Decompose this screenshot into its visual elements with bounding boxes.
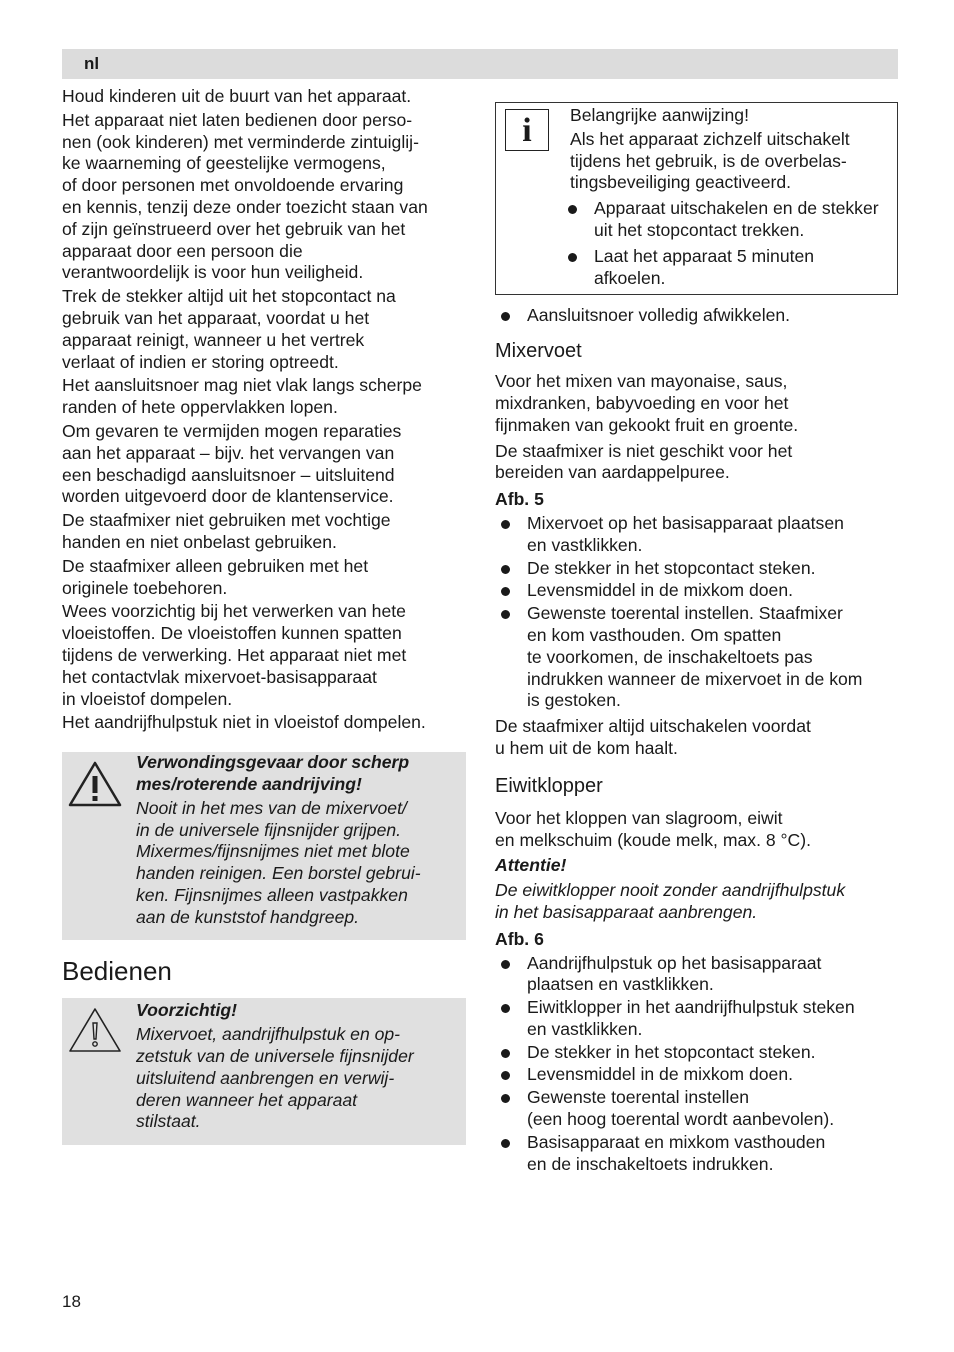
bullet-icon (501, 1139, 510, 1148)
list-item: Eiwitklopper in het aandrijfhulpstuk steken en vastklikken. (495, 997, 898, 1041)
warning-title: Verwondingsgevaar door scherp mes/roterende aandrijving! (136, 752, 410, 794)
list-item: Aandrijfhulpstuk op het basisapparaat plaatsen en vastklikken. (495, 953, 898, 997)
paragraph: Voor het mixen van mayonaise, saus, mixdranken, babyvoeding en voor het fijnmaken van gekookt fruit en groente. (495, 371, 799, 435)
bullet-icon (501, 1049, 510, 1058)
list-item: De stekker in het stopcontact steken. (495, 558, 898, 580)
bullet-icon (501, 1004, 510, 1013)
paragraph: Het apparaat niet laten bedienen door perso- nen (ook kinderen) met verminderde zintuiglij- ke waarneming of geestelijke vermogens, of door personen met onvoldoende ervaring en kennis, tenzij deze onder toezicht staan van of zijn geïnstrueerd over het gebruik van het apparaat door een persoon die verantwoordelijk is voor hun veiligheid. (62, 109, 428, 283)
list-item: Levensmiddel in de mixkom doen. (495, 1064, 898, 1086)
list-item: Gewenste toerental instellen. Staafmixer en kom vasthouden. Om spatten te voorkomen, de inschakeltoets pas indrukken wanneer de mixervoet in de kom is gestoken. (495, 603, 898, 712)
bullet-icon (501, 1071, 510, 1080)
list-item: Apparaat uitschakelen en de stekker uit het stopcontact trekken. (570, 198, 889, 242)
bullet-icon (501, 312, 510, 321)
bullet-icon (501, 520, 510, 529)
paragraph: De staafmixer is niet geschikt voor het bereiden van aardappelpuree. (495, 440, 793, 483)
paragraph: Voor het kloppen van slagroom, eiwit en melkschuim (koude melk, max. 8 °C). (495, 807, 812, 850)
caution-icon (68, 1006, 122, 1054)
bullet-icon (501, 960, 510, 969)
heading-eiwitklopper: Eiwitklopper (495, 774, 603, 797)
paragraph: De staafmixer altijd uitschakelen voordat u hem uit de kom haalt. (495, 716, 811, 758)
paragraph: De staafmixer alleen gebruiken met het originele toebehoren. (62, 555, 369, 598)
figure-ref: Afb. 6 (495, 928, 544, 949)
bullet-icon (501, 1094, 510, 1103)
warning-icon (68, 760, 122, 808)
caution-title: Voorzichtig! (136, 1000, 237, 1021)
caution-body: Mixervoet, aandrijfhulpstuk en op- zetstuk van de universele fijnsnijder uitsluitend aanbrengen en verwij- deren wanneer het apparaat stilstaat. (136, 1024, 414, 1132)
list-item: Gewenste toerental instellen (een hoog toerental wordt aanbevolen). (495, 1087, 898, 1131)
bullet-icon (568, 253, 577, 262)
list-item: De stekker in het stopcontact steken. (495, 1042, 898, 1064)
bullet-icon (501, 610, 510, 619)
paragraph: Het aandrijfhulpstuk niet in vloeistof dompelen. (62, 712, 426, 733)
bullet-icon (501, 587, 510, 596)
bullet-icon (568, 205, 577, 214)
paragraph: Het aansluitsnoer mag niet vlak langs scherpe randen of hete oppervlakken lopen. (62, 375, 422, 418)
section-title-bedienen: Bedienen (62, 956, 172, 987)
warning-body: Nooit in het mes van de mixervoet/ in de universele fijnsnijder grijpen. Mixermes/fijnsnijmes niet met blote handen reinigen. Een borstel gebrui- ken. Fijnsnijmes alleen vastpakken aan de kunststof handgreep. (136, 797, 421, 927)
right-column (495, 102, 898, 1176)
language-bar (62, 49, 898, 79)
list-item: Laat het apparaat 5 minuten afkoelen. (570, 246, 889, 290)
info-body: Als het apparaat zichzelf uitschakelt tijdens het gebruik, is de overbelas- tingsbeveiliging geactiveerd. (570, 128, 850, 193)
info-box (495, 102, 898, 295)
paragraph: Trek de stekker altijd uit het stopcontact na gebruik van het apparaat, voordat u het apparaat reinigt, wanneer u het vertrek verlaat of indien er storing optreedt. (62, 286, 396, 372)
language-label: nl (84, 54, 100, 73)
paragraph: Wees voorzichtig bij het verwerken van hete vloeistoffen. De vloeistoffen kunnen spatten tijdens de verwerking. Het apparaat niet met het contactvlak mixervoet-basisapparaat in vloeistof dompelen. (62, 601, 407, 709)
info-icon: i (505, 109, 549, 151)
paragraph: De staafmixer niet gebruiken met vochtige handen en niet onbelast gebruiken. (62, 510, 391, 552)
page-number: 18 (62, 1292, 81, 1311)
list-item: Levensmiddel in de mixkom doen. (495, 580, 898, 602)
paragraph: Houd kinderen uit de buurt van het apparaat. (62, 86, 412, 106)
list-item: Mixervoet op het basisapparaat plaatsen en vastklikken. (495, 513, 898, 557)
figure-ref: Afb. 5 (495, 489, 544, 510)
attention-label: Attentie! (495, 855, 567, 876)
info-title: Belangrijke aanwijzing! (570, 105, 749, 125)
bullet-icon (501, 565, 510, 574)
heading-mixervoet: Mixervoet (495, 340, 582, 363)
warning-box (62, 752, 466, 940)
list-item: Basisapparaat en mixkom vasthouden en de inschakeltoets indrukken. (495, 1132, 898, 1176)
left-column (62, 86, 466, 1145)
paragraph: Om gevaren te vermijden mogen reparaties aan het apparaat – bijv. het vervangen van een beschadigd aansluitsnoer – uitsluitend worden uitgevoerd door de klantenservice. (62, 420, 402, 507)
list-item: Aansluitsnoer volledig afwikkelen. (495, 305, 898, 327)
caution-box (62, 998, 466, 1145)
attention-body: De eiwitklopper nooit zonder aandrijfhulpstuk in het basisapparaat aanbrengen. (495, 880, 846, 922)
